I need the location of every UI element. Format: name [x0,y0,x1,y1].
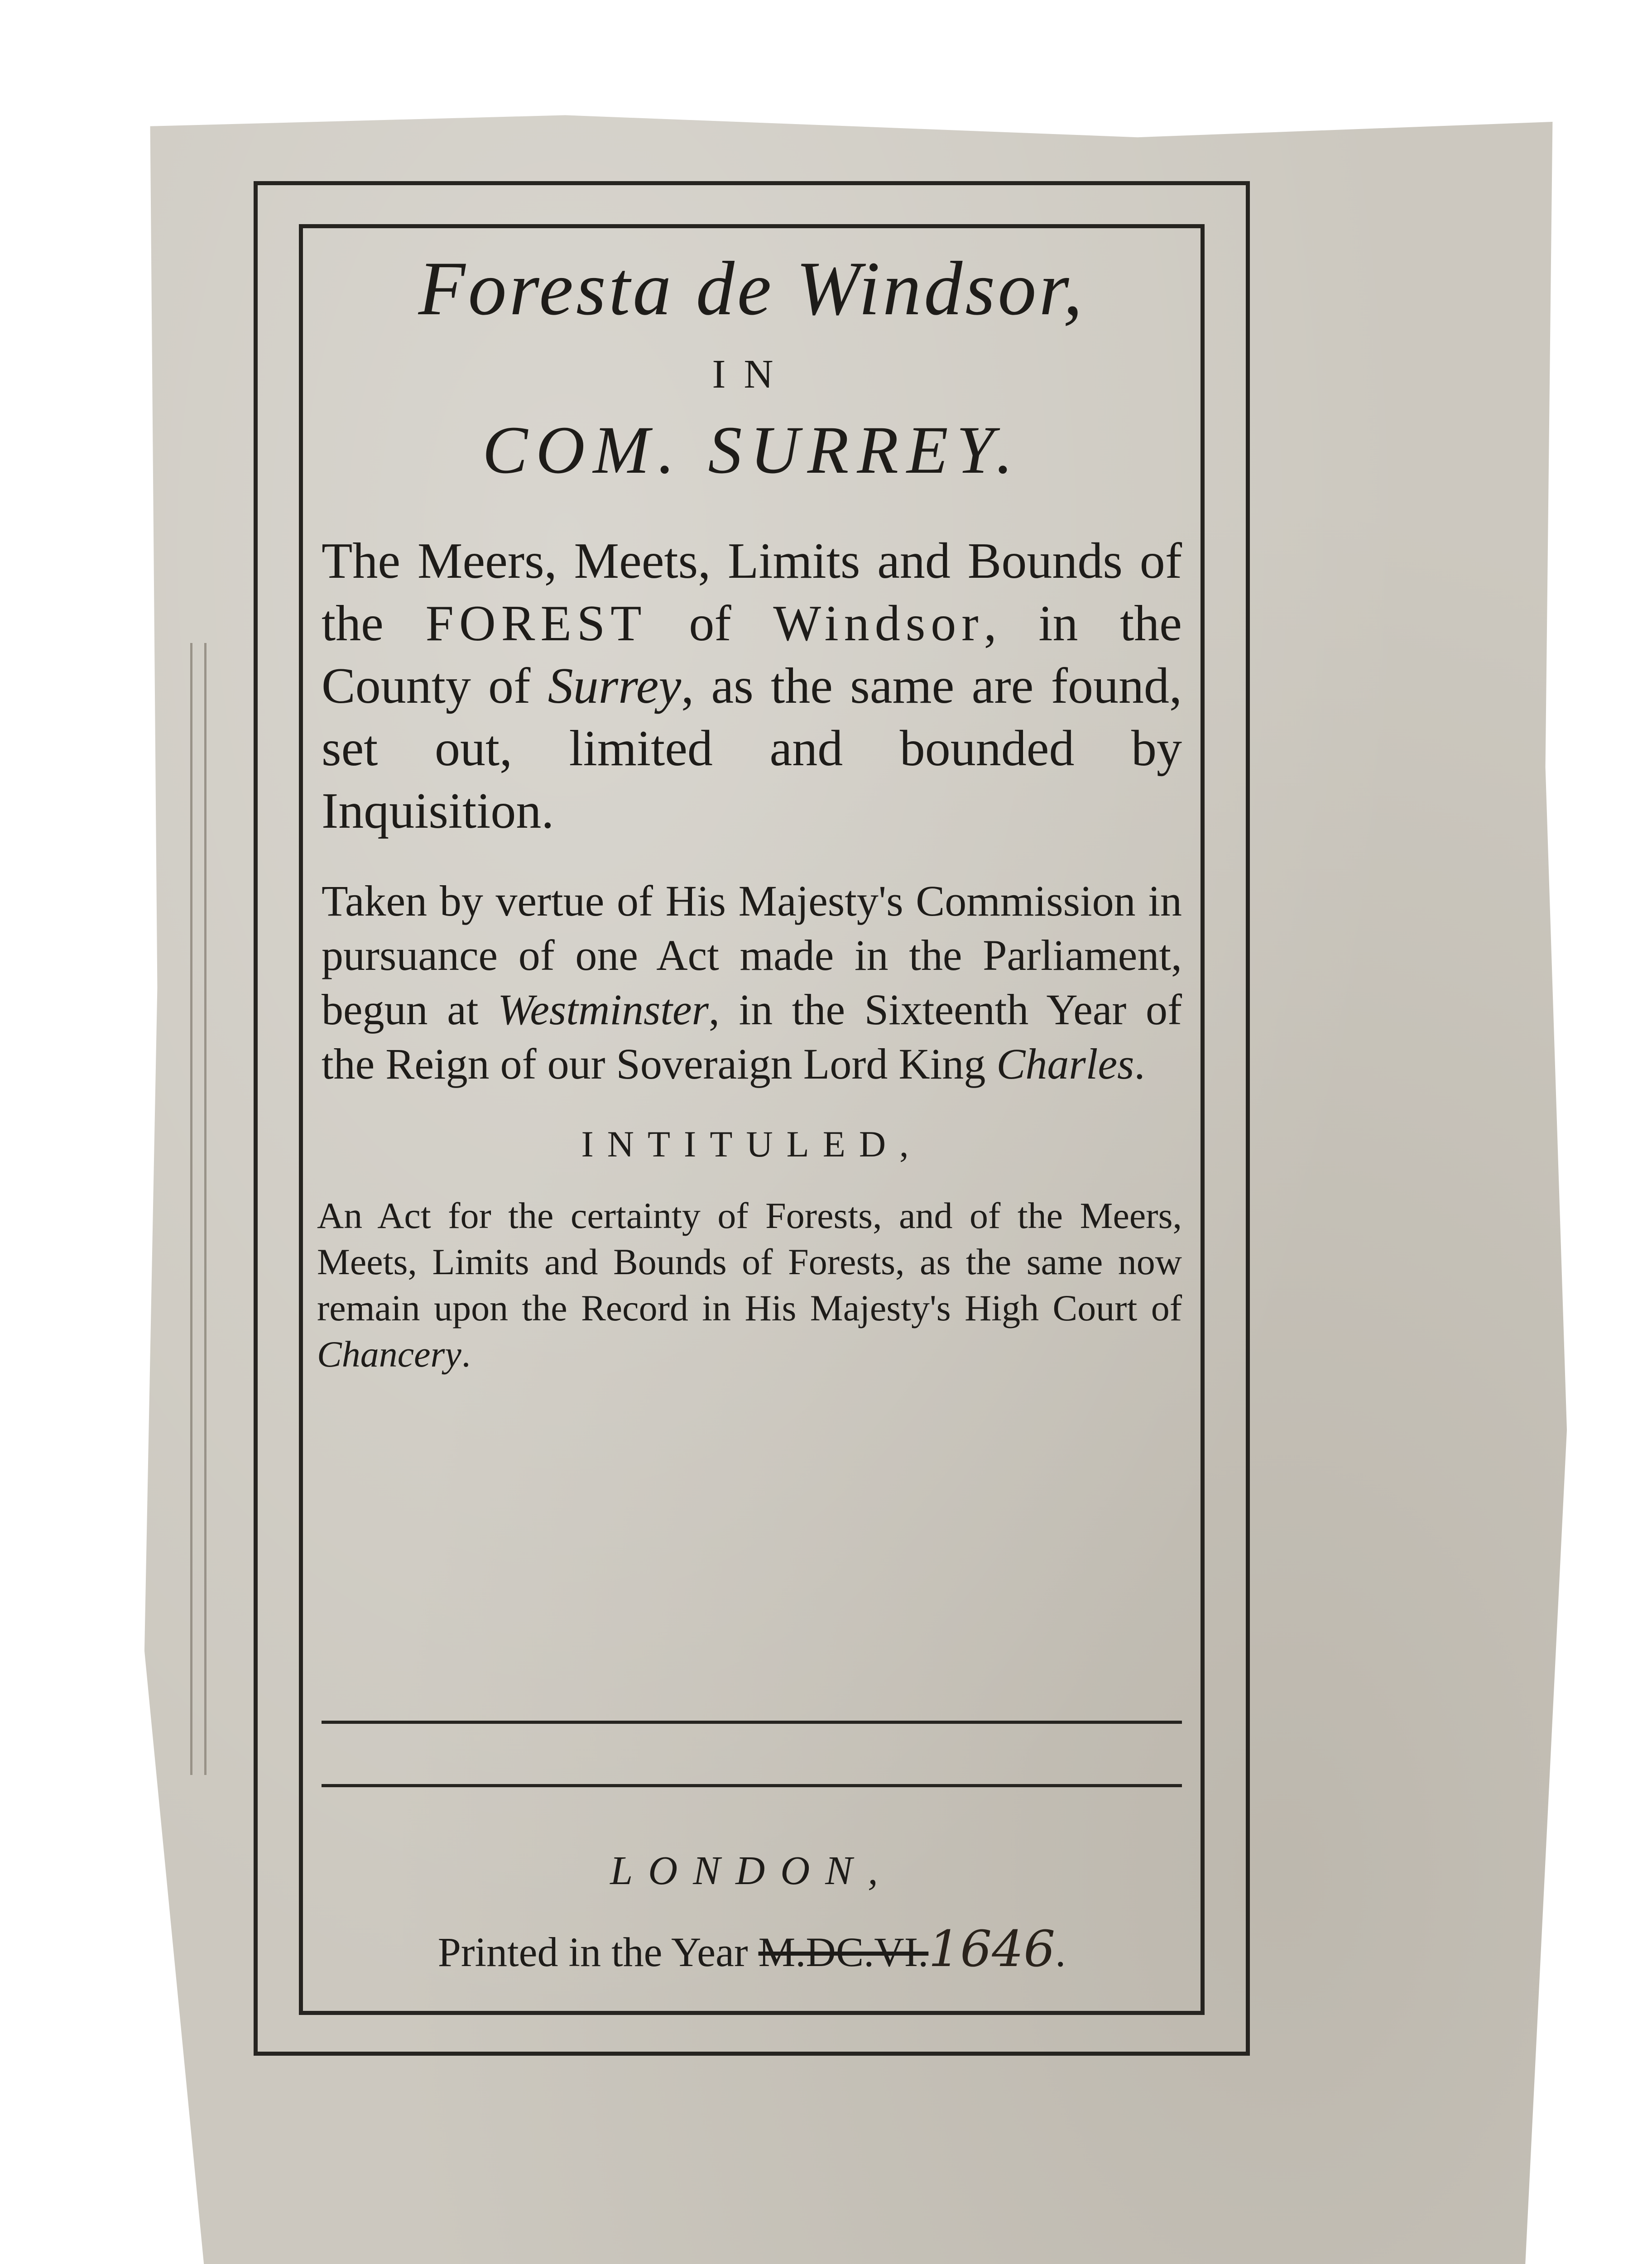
act-text-b: . [461,1333,471,1375]
bounds-text-b: of [647,595,773,652]
forest-word: FOREST [425,595,647,652]
intituled-heading: INTITULED, [581,1123,922,1165]
act-text-a: An Act for the certainty of Forests, and of the Meers, Meets, Limits and Bounds of Forests, as the same now remain upon the Record in His Majesty's High Court of [317,1195,1182,1329]
imprint-line [312,1920,1191,1978]
divider-rule-upper [322,1721,1182,1724]
charles-word: Charles [996,1040,1134,1088]
commission-text-b: , in the Sixteenth Year of the Reign of our Soveraign Lord King [322,985,1182,1088]
title-page-text [312,235,1191,1377]
bounds-text-d: , as the same are found, set out, limited and bounded by Inquisition. [322,658,1182,839]
imprint-prefix: Printed in the Year [437,1929,759,1975]
commission-paragraph [312,874,1191,1091]
binding-stitch [190,643,206,1775]
commission-text-c: . [1134,1040,1145,1088]
bounds-text-c: , in the County of [322,595,1182,714]
bounds-text-a: The Meers, Meets, Limits and Bounds of the [322,533,1182,652]
in-line: IN [712,352,792,397]
bounds-paragraph [312,530,1191,842]
place-of-printing: LONDON, [610,1848,893,1893]
chancery-word: Chancery [317,1333,461,1375]
roman-year: M.DC.VI. [758,1929,929,1975]
county-heading: COM. SURREY. [482,413,1021,488]
page-title: Foresta de Windsor, [418,246,1085,331]
windsor-word: Windsor [773,595,984,652]
westminster-word: Westminster [498,985,709,1034]
act-paragraph [312,1193,1191,1377]
divider-rule-lower [322,1784,1182,1787]
commission-text-a: Taken by vertue of His Majesty's Commission in pursuance of one Act made in the Parliament, begun at [322,877,1182,1034]
imprint-suffix: . [1055,1929,1066,1975]
surrey-word: Surrey [547,658,682,714]
handwritten-year: 1646 [928,1920,1056,1978]
